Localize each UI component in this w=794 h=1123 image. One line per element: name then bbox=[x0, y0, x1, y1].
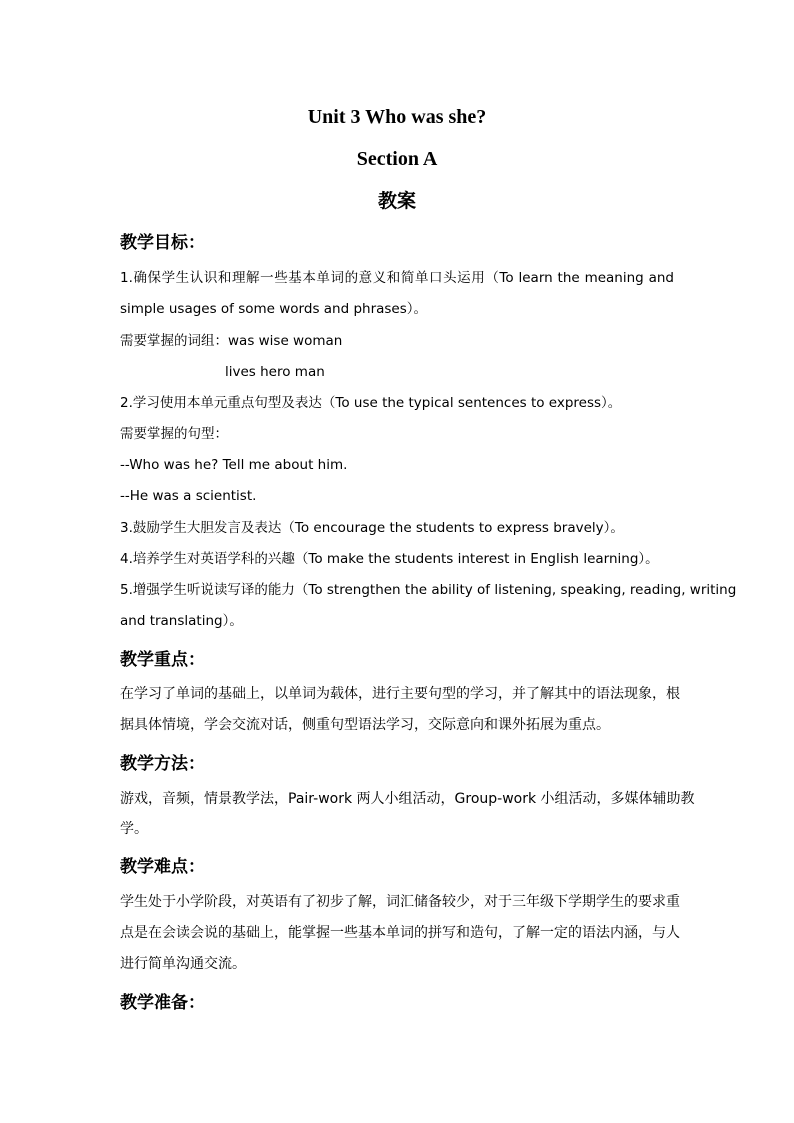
section-title: Section A bbox=[356, 148, 438, 170]
sentence-2: --He was a scientist. bbox=[120, 488, 257, 504]
methods-line-2: 学。 bbox=[120, 821, 148, 837]
difficulties-line-2: 点是在会读会说的基础上，能掌握一些基本单词的拼写和造句，了解一定的语法内涵，与人 bbox=[120, 925, 680, 941]
methods-line-1: 游戏，音频，情景教学法，Pair-work 两人小组活动，Group-work 小组活动，多媒体辅助教 bbox=[120, 791, 695, 807]
preparation-heading: 教学准备： bbox=[120, 993, 205, 1013]
doc-subtitle: 教案 bbox=[377, 190, 416, 212]
objective-3: 3.鼓励学生大胆发言及表达（To encourage the students to express bravely）。 bbox=[120, 520, 624, 536]
words-label: 需要掌握的词组：was wise woman bbox=[120, 333, 343, 349]
key-points-line-1: 在学习了单词的基础上，以单词为载体，进行主要句型的学习，并了解其中的语法现象，根 bbox=[120, 686, 680, 702]
difficulties-line-1: 学生处于小学阶段，对英语有了初步了解，词汇储备较少，对于三年级下学期学生的要求重 bbox=[120, 894, 680, 910]
objective-1-line-1: 1.确保学生认识和理解一些基本单词的意义和简单口头运用（To learn the meaning and bbox=[120, 270, 674, 286]
objective-1-line-2: simple usages of some words and phrases）。 bbox=[120, 301, 428, 317]
objective-5-line-1: 5.增强学生听说读写译的能力（To strengthen the ability of listening, speaking, reading, writing bbox=[120, 582, 737, 598]
unit-title: Unit 3 Who was she? bbox=[307, 106, 487, 128]
sentence-1: --Who was he? Tell me about him. bbox=[120, 457, 348, 473]
difficulties-heading: 教学难点： bbox=[120, 857, 205, 877]
objective-2: 2.学习使用本单元重点句型及表达（To use the typical sentences to express）。 bbox=[120, 395, 622, 411]
key-points-heading: 教学重点： bbox=[120, 650, 205, 670]
words-line-2: lives hero man bbox=[225, 364, 325, 380]
objective-5-line-2: and translating）。 bbox=[120, 613, 243, 629]
key-points-line-2: 据具体情境，学会交流对话，侧重句型语法学习，交际意向和课外拓展为重点。 bbox=[120, 717, 610, 733]
objectives-heading: 教学目标： bbox=[120, 233, 205, 253]
methods-heading: 教学方法： bbox=[120, 754, 205, 774]
difficulties-line-3: 进行简单沟通交流。 bbox=[120, 956, 246, 972]
sentences-label: 需要掌握的句型： bbox=[120, 426, 228, 442]
objective-4: 4.培养学生对英语学科的兴趣（To make the students interest in English learning）。 bbox=[120, 551, 659, 567]
